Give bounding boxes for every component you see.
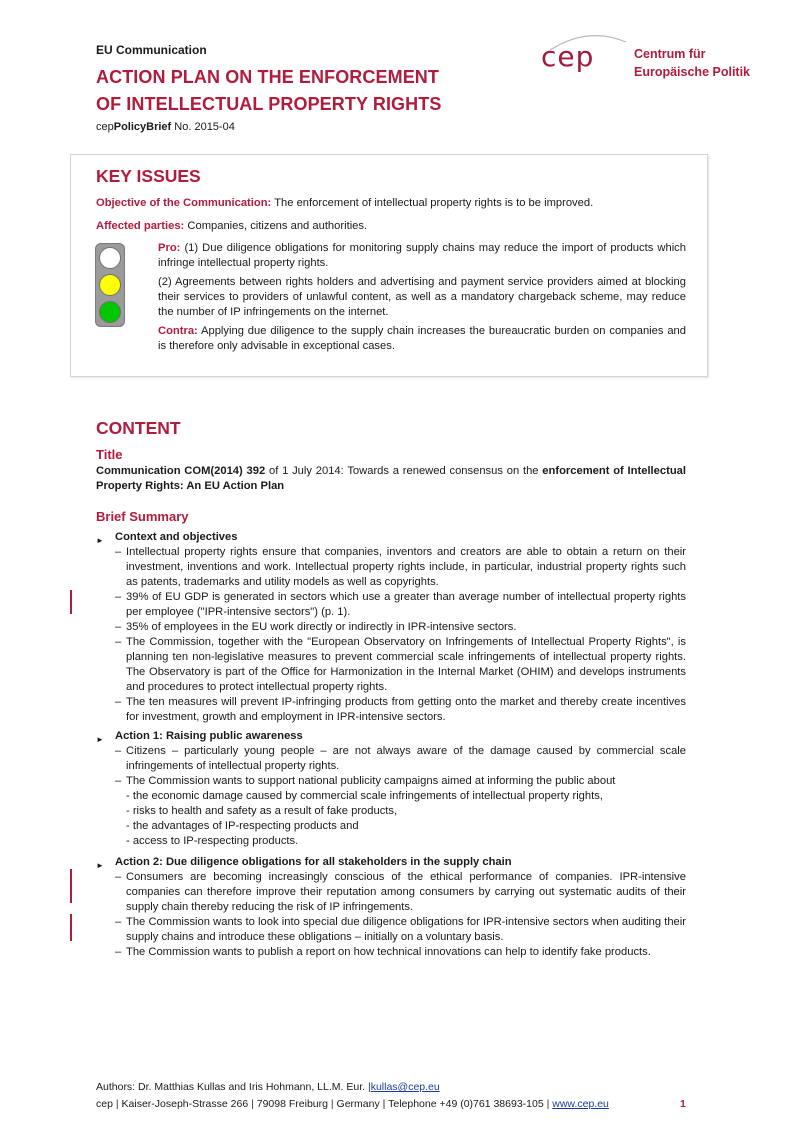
footer-authors: Authors: Dr. Matthias Kullas and Iris Hohmann, LL.M. Eur. |kullas@cep.eu	[96, 1081, 440, 1093]
list-item-text: 39% of EU GDP is generated in sectors which use a greater than average number of intellectual property rights per employee ("IPR-intensive sectors") (p. 1).	[126, 591, 686, 618]
objective-text: The enforcement of intellectual property rights is to be improved.	[271, 197, 594, 209]
document-type: EU Communication	[96, 43, 207, 57]
footer-org: cep	[96, 1098, 113, 1110]
key-issues-heading: KEY ISSUES	[96, 166, 201, 186]
list-item: – The ten measures will prevent IP-infringing products from getting onto the market and thereby create incentives for investment, growth and employment in IPR-intensive sectors.	[115, 696, 686, 723]
margin-change-bar	[70, 914, 72, 941]
list-item-text: Citizens – particularly young people – are not always aware of the damage caused by commercial scale infringements of intellectual property rights.	[126, 745, 686, 772]
list-item: – The Commission wants to support national publicity campaigns aimed at informing the public about - the economic damage caused by commercial scale infringements of intellectual property rights, - risks to health and safety as a result of fake products, - the advantages of IP-respecting products and - access to IP-respecting products.	[96, 774, 686, 849]
bullet-list	[96, 870, 686, 960]
page-number: 1	[680, 1098, 686, 1110]
title-bold-1: Communication COM(2014) 392	[96, 465, 266, 477]
brief-prefix: cep	[96, 121, 114, 133]
traffic-light-middle	[99, 274, 121, 296]
sub-item: - risks to health and safety as a result of fake products,	[126, 805, 398, 817]
footer-address: cep | Kaiser-Joseph-Strasse 266 | 79098 Freiburg | Germany | Telephone +49 (0)761 38693-105 | www.cep.eu	[96, 1098, 609, 1110]
traffic-light-icon	[95, 243, 125, 327]
logo-organization-name	[634, 45, 750, 81]
list-item: – The Commission, together with the "European Observatory on Infringements of Intellectual Property Rights", is planning ten non-legislative measures to prevent commercial scale infringements of intellectual property rights. The Observatory is part of the Office for Harmonization in the Internal Market (OHIM) and develops instruments and procedures to protect intellectual property rights.	[115, 636, 686, 693]
bullet-list	[96, 744, 686, 849]
website-link[interactable]: www.cep.eu	[552, 1098, 609, 1110]
list-item-text: The ten measures will prevent IP-infringing products from getting onto the market and thereby create incentives for investment, growth and employment in IPR-intensive sectors.	[126, 696, 686, 723]
list-item-text: The Commission wants to support national publicity campaigns aimed at informing the public about	[126, 775, 616, 787]
title-line-1: ACTION PLAN ON THE ENFORCEMENT	[96, 67, 439, 87]
pro-paragraph	[158, 241, 686, 271]
brief-number: No. 2015-04	[174, 121, 235, 133]
brief-summary-label: Brief Summary	[96, 509, 189, 524]
footer-city: 79098 Freiburg	[256, 1098, 328, 1110]
section-title-text: Context and objectives	[115, 531, 238, 543]
list-item-text: Consumers are becoming increasingly conscious of the ethical performance of companies. IPR-intensive companies can therefore improve their reputation among consumers by carrying out systematic audits of their supply chain thereby reducing the risk of IP infringements.	[126, 871, 686, 913]
margin-change-bar	[70, 590, 72, 614]
traffic-light-bottom	[99, 301, 121, 323]
list-item: – The Commission wants to publish a report on how technical innovations can help to identify fake products.	[115, 946, 651, 958]
affected-text: Companies, citizens and authorities.	[184, 220, 368, 232]
policy-brief-number	[96, 121, 235, 133]
section-title-text: Action 1: Raising public awareness	[115, 730, 303, 742]
list-item: – Intellectual property rights ensure that companies, inventors and creators are able to obtain a return on their investment, inventions and work. Intellectual property rights include, in particular, industrial property rights such as patents, trademarks and utility models as well as copyrights.	[115, 546, 686, 588]
footer-phone: Germany | Telephone +49 (0)761 38693-105	[336, 1098, 544, 1110]
list-item: – Citizens – particularly young people – are not always aware of the damage caused by commercial scale infringements of intellectual property rights.	[115, 745, 686, 772]
title-label: Title	[96, 447, 123, 462]
contra-label: Contra:	[158, 325, 198, 337]
section-context	[96, 530, 686, 725]
section-action-2	[96, 855, 686, 960]
affected-parties-line	[96, 219, 367, 234]
footer-street: Kaiser-Joseph-Strasse 266	[121, 1098, 249, 1110]
section-title	[96, 729, 686, 744]
triangle-bullet-icon: ►	[96, 861, 104, 870]
list-item: – Consumers are becoming increasingly conscious of the ethical performance of companies. IPR-intensive companies can therefore improve their reputation among consumers by carrying out systematic audits of their supply chain thereby reducing the risk of IP infringements.	[115, 871, 686, 913]
title-line-2: OF INTELLECTUAL PROPERTY RIGHTS	[96, 94, 442, 114]
list-item-text: The Commission wants to look into special due diligence obligations for IPR-intensive sectors when auditing their supply chains and introduce these obligations – initially on a voluntary basis.	[126, 916, 686, 943]
cep-logo: cep	[541, 40, 595, 73]
author-email-link[interactable]: kullas@cep.eu	[370, 1081, 440, 1093]
pro-label: Pro:	[158, 242, 181, 254]
list-item: – 35% of employees in the EU work directly or indirectly in IPR-intensive sectors.	[115, 621, 517, 633]
list-item-text: The Commission, together with the "European Observatory on Infringements of Intellectual Property Rights", is planning ten non-legislative measures to prevent commercial scale infringements of intellectual property rights. The Observatory is part of the Office for Harmonization in the Internal Market (OHIM) and develops instruments and procedures to protect intellectual property rights.	[126, 636, 686, 693]
communication-title	[96, 464, 686, 494]
contra-text: Applying due diligence to the supply chain increases the bureaucratic burden on companies and is therefore only advisable in exceptional cases.	[158, 325, 686, 352]
list-item: – 39% of EU GDP is generated in sectors which use a greater than average number of intellectual property rights per employee ("IPR-intensive sectors") (p. 1).	[115, 591, 686, 618]
section-title	[96, 855, 686, 870]
title-bold-2: enforcement of Intellectual Property Rights: An EU Action Plan	[96, 465, 686, 492]
brief-bold: PolicyBrief	[113, 121, 172, 133]
traffic-light-top	[99, 247, 121, 269]
pro-contra-block	[158, 241, 686, 358]
section-action-1	[96, 729, 686, 849]
sub-item: - the advantages of IP-respecting products and	[126, 820, 359, 832]
contra-paragraph	[158, 324, 686, 354]
document-title	[96, 64, 441, 118]
sub-item: - access to IP-respecting products.	[126, 835, 299, 847]
sub-item: - the economic damage caused by commercial scale infringements of intellectual property rights,	[126, 790, 603, 802]
triangle-bullet-icon: ►	[96, 735, 104, 744]
org-line-1: Centrum für	[634, 47, 706, 61]
bullet-list	[96, 545, 686, 725]
org-line-2: Europäische Politik	[634, 65, 751, 79]
list-item-text: Intellectual property rights ensure that companies, inventors and creators are able to obtain a return on their investment, inventions and work. Intellectual property rights include, in particular, industrial property rights such as patents, trademarks and utility models as well as copyrights.	[126, 546, 686, 588]
section-title-text: Action 2: Due diligence obligations for all stakeholders in the supply chain	[115, 856, 512, 868]
affected-label: Affected parties:	[96, 220, 185, 232]
objective-label: Objective of the Communication:	[96, 197, 272, 209]
section-title	[96, 530, 686, 545]
pro2-paragraph: (2) Agreements between rights holders and advertising and payment service providers aimed at blocking their services to providers of unlawful content, as well as a mandatory chargeback scheme, may reduce the number of IP infringements on the internet.	[158, 276, 686, 318]
title-plain: of 1 July 2014: Towards a renewed consensus on the	[265, 465, 543, 477]
triangle-bullet-icon: ►	[96, 536, 104, 545]
pro-text: (1) Due diligence obligations for monitoring supply chains may reduce the import of products which infringe intellectual property rights.	[158, 242, 686, 269]
list-item-text: 35% of employees in the EU work directly or indirectly in IPR-intensive sectors.	[126, 621, 517, 633]
content-heading: CONTENT	[96, 418, 181, 438]
objective-line	[96, 196, 593, 211]
margin-change-bar	[70, 869, 72, 903]
list-item: – The Commission wants to look into special due diligence obligations for IPR-intensive sectors when auditing their supply chains and introduce these obligations – initially on a voluntary basis.	[115, 916, 686, 943]
list-item-text: The Commission wants to publish a report on how technical innovations can help to identify fake products.	[126, 946, 651, 958]
authors-text: Authors: Dr. Matthias Kullas and Iris Hohmann, LL.M. Eur.	[96, 1081, 366, 1093]
